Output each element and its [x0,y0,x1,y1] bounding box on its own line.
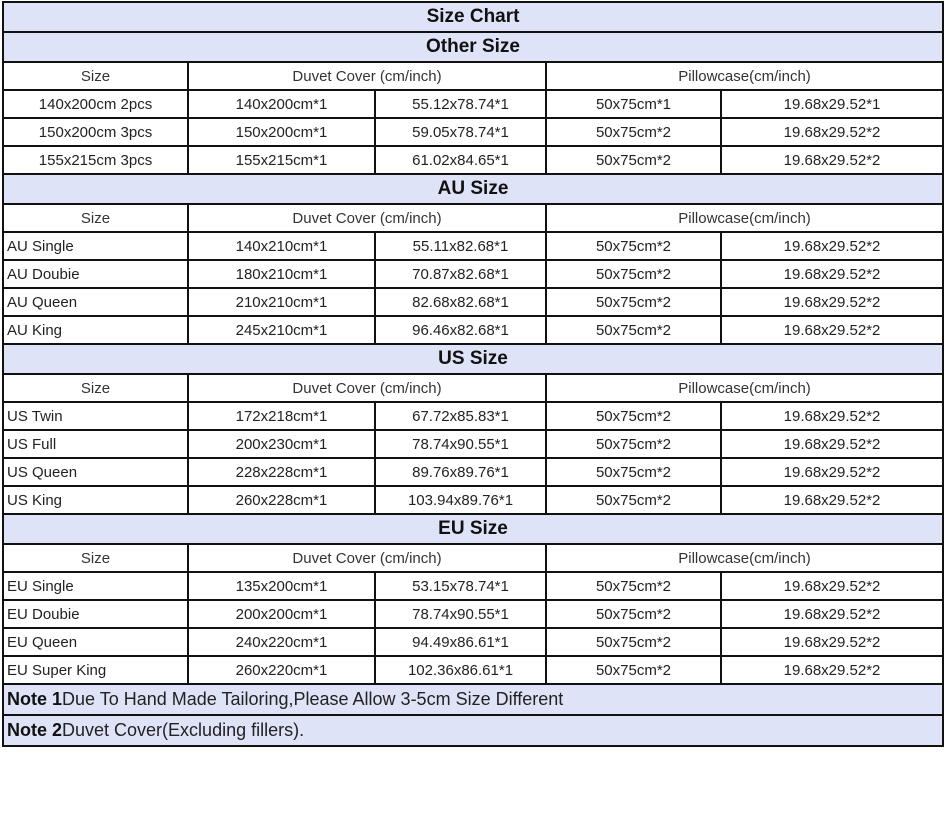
table-row [3,430,943,458]
pillowcase-inch-cell: 19.68x29.52*2 [721,628,943,656]
pillowcase-column-header: Pillowcase(cm/inch) [546,544,943,572]
size-name-cell: AU Queen [3,288,188,316]
size-column-header: Size [3,204,188,232]
size-name-cell: US Full [3,430,188,458]
pillowcase-inch-cell: 19.68x29.52*2 [721,430,943,458]
pillowcase-inch-cell: 19.68x29.52*1 [721,90,943,118]
duvet-cm-cell: 260x228cm*1 [188,486,375,514]
section-header-row [3,344,943,374]
duvet-column-header: Duvet Cover (cm/inch) [188,544,546,572]
pillowcase-inch-cell: 19.68x29.52*2 [721,118,943,146]
column-header-row [3,204,943,232]
pillowcase-cm-cell: 50x75cm*2 [546,232,721,260]
duvet-inch-cell: 61.02x84.65*1 [375,146,546,174]
size-name-cell: 140x200cm 2pcs [3,90,188,118]
pillowcase-inch-cell: 19.68x29.52*2 [721,402,943,430]
pillowcase-cm-cell: 50x75cm*2 [546,402,721,430]
duvet-inch-cell: 70.87x82.68*1 [375,260,546,288]
duvet-cm-cell: 260x220cm*1 [188,656,375,684]
note-text: Due To Hand Made Tailoring,Please Allow 3-5cm Size Different [62,689,564,709]
table-row [3,572,943,600]
size-column-header: Size [3,62,188,90]
pillowcase-cm-cell: 50x75cm*2 [546,458,721,486]
section-title: EU Size [3,514,943,544]
duvet-cm-cell: 228x228cm*1 [188,458,375,486]
duvet-inch-cell: 89.76x89.76*1 [375,458,546,486]
duvet-cm-cell: 200x200cm*1 [188,600,375,628]
pillowcase-cm-cell: 50x75cm*2 [546,288,721,316]
table-row [3,402,943,430]
pillowcase-inch-cell: 19.68x29.52*2 [721,260,943,288]
table-row [3,90,943,118]
size-name-cell: US Twin [3,402,188,430]
section-title: US Size [3,344,943,374]
size-name-cell: 150x200cm 3pcs [3,118,188,146]
duvet-inch-cell: 53.15x78.74*1 [375,572,546,600]
duvet-cm-cell: 210x210cm*1 [188,288,375,316]
note-row [3,684,943,715]
duvet-cm-cell: 155x215cm*1 [188,146,375,174]
duvet-cm-cell: 140x200cm*1 [188,90,375,118]
pillowcase-cm-cell: 50x75cm*2 [546,118,721,146]
duvet-inch-cell: 78.74x90.55*1 [375,600,546,628]
pillowcase-cm-cell: 50x75cm*2 [546,600,721,628]
pillowcase-cm-cell: 50x75cm*2 [546,430,721,458]
size-name-cell: 155x215cm 3pcs [3,146,188,174]
note-row [3,715,943,746]
size-column-header: Size [3,374,188,402]
size-name-cell: AU Doubie [3,260,188,288]
duvet-inch-cell: 59.05x78.74*1 [375,118,546,146]
size-name-cell: EU Single [3,572,188,600]
table-row [3,146,943,174]
size-name-cell: EU Super King [3,656,188,684]
pillowcase-cm-cell: 50x75cm*2 [546,146,721,174]
duvet-cm-cell: 240x220cm*1 [188,628,375,656]
column-header-row [3,62,943,90]
pillowcase-cm-cell: 50x75cm*2 [546,628,721,656]
duvet-inch-cell: 94.49x86.61*1 [375,628,546,656]
duvet-inch-cell: 103.94x89.76*1 [375,486,546,514]
table-row [3,628,943,656]
table-row [3,232,943,260]
duvet-cm-cell: 140x210cm*1 [188,232,375,260]
size-chart-table [2,1,944,747]
note-label: Note 2 [7,720,63,740]
pillowcase-inch-cell: 19.68x29.52*2 [721,288,943,316]
size-name-cell: AU King [3,316,188,344]
pillowcase-inch-cell: 19.68x29.52*2 [721,600,943,628]
pillowcase-inch-cell: 19.68x29.52*2 [721,316,943,344]
duvet-cm-cell: 150x200cm*1 [188,118,375,146]
pillowcase-inch-cell: 19.68x29.52*2 [721,232,943,260]
size-name-cell: EU Queen [3,628,188,656]
table-row [3,316,943,344]
note-text: Duvet Cover(Excluding fillers). [62,720,305,740]
pillowcase-inch-cell: 19.68x29.52*2 [721,458,943,486]
duvet-column-header: Duvet Cover (cm/inch) [188,62,546,90]
pillowcase-column-header: Pillowcase(cm/inch) [546,374,943,402]
table-row [3,600,943,628]
note-cell [3,684,943,715]
pillowcase-cm-cell: 50x75cm*2 [546,572,721,600]
size-name-cell: US Queen [3,458,188,486]
pillowcase-column-header: Pillowcase(cm/inch) [546,62,943,90]
table-row [3,260,943,288]
chart-title: Size Chart [3,2,943,32]
duvet-cm-cell: 200x230cm*1 [188,430,375,458]
section-header-row [3,514,943,544]
section-title: AU Size [3,174,943,204]
pillowcase-cm-cell: 50x75cm*2 [546,486,721,514]
pillowcase-inch-cell: 19.68x29.52*2 [721,572,943,600]
duvet-inch-cell: 102.36x86.61*1 [375,656,546,684]
duvet-cm-cell: 135x200cm*1 [188,572,375,600]
pillowcase-inch-cell: 19.68x29.52*2 [721,486,943,514]
table-row [3,656,943,684]
duvet-inch-cell: 78.74x90.55*1 [375,430,546,458]
duvet-cm-cell: 180x210cm*1 [188,260,375,288]
duvet-cm-cell: 172x218cm*1 [188,402,375,430]
table-row [3,288,943,316]
section-header-row [3,174,943,204]
size-name-cell: US King [3,486,188,514]
title-row [3,2,943,32]
column-header-row [3,544,943,572]
note-cell [3,715,943,746]
section-title: Other Size [3,32,943,62]
duvet-column-header: Duvet Cover (cm/inch) [188,204,546,232]
pillowcase-inch-cell: 19.68x29.52*2 [721,656,943,684]
duvet-inch-cell: 67.72x85.83*1 [375,402,546,430]
duvet-inch-cell: 55.12x78.74*1 [375,90,546,118]
table-row [3,458,943,486]
note-label: Note 1 [7,689,63,709]
pillowcase-cm-cell: 50x75cm*2 [546,656,721,684]
duvet-inch-cell: 96.46x82.68*1 [375,316,546,344]
pillowcase-inch-cell: 19.68x29.52*2 [721,146,943,174]
column-header-row [3,374,943,402]
pillowcase-cm-cell: 50x75cm*1 [546,90,721,118]
table-row [3,486,943,514]
pillowcase-cm-cell: 50x75cm*2 [546,316,721,344]
duvet-column-header: Duvet Cover (cm/inch) [188,374,546,402]
duvet-inch-cell: 82.68x82.68*1 [375,288,546,316]
pillowcase-column-header: Pillowcase(cm/inch) [546,204,943,232]
pillowcase-cm-cell: 50x75cm*2 [546,260,721,288]
size-name-cell: EU Doubie [3,600,188,628]
table-row [3,118,943,146]
size-name-cell: AU Single [3,232,188,260]
duvet-cm-cell: 245x210cm*1 [188,316,375,344]
duvet-inch-cell: 55.11x82.68*1 [375,232,546,260]
size-column-header: Size [3,544,188,572]
section-header-row [3,32,943,62]
